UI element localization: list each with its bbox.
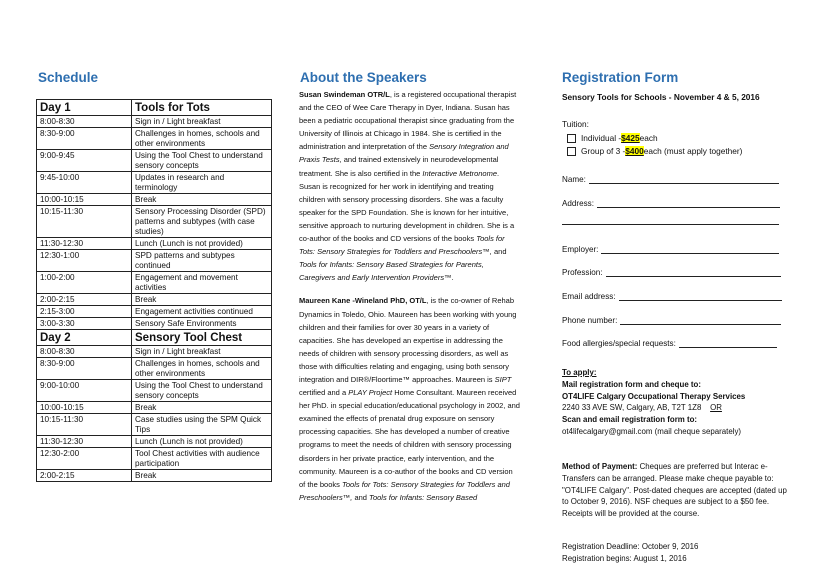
food-field[interactable] — [562, 339, 777, 348]
bio-text: and trained extensively in neurodevelopmental treatment. She is also certified in the — [299, 155, 499, 178]
schedule-row — [37, 206, 272, 238]
schedule-row — [37, 358, 272, 380]
apply-email[interactable]: ot4lifecalgary@gmail.com — [562, 426, 653, 436]
payment-section — [562, 461, 792, 520]
apply-line: Scan and email registration form to: — [562, 415, 698, 425]
schedule-row — [37, 306, 272, 318]
schedule-time: 12:30-2:00 — [37, 448, 132, 470]
schedule-row — [37, 150, 272, 172]
schedule-activity: Sensory Safe Environments — [132, 318, 272, 330]
employer-field[interactable] — [562, 245, 779, 254]
payment-text: Cheques are preferred but Interac e-Transfers can be arranged. Please make cheque payable to: "OT4LIFE Calgary". Post-dated cheques are accepted (dated up to October 9, 2016). NSF cheques are subject to a $50 fee. Receipts will be provided at the course. — [562, 462, 787, 519]
apply-address: 2240 33 AVE SW, Calgary, AB, T2T 1Z8 — [562, 403, 702, 413]
bio-italic: SIPT — [494, 374, 512, 384]
schedule-row — [37, 272, 272, 294]
day-title: Sensory Tool Chest — [132, 330, 272, 346]
apply-line: Mail registration form and cheque to: — [562, 379, 701, 389]
schedule-activity: Sign in / Light breakfast — [132, 116, 272, 128]
speaker-maureen-bio — [299, 294, 521, 504]
schedule-row — [37, 128, 272, 150]
food-line[interactable] — [679, 339, 777, 348]
apply-title: To apply: — [562, 368, 597, 377]
bio-italic: Tools for Infants: Sensory Based — [369, 492, 478, 502]
email-label: Email address: — [562, 292, 616, 301]
email-field[interactable] — [562, 292, 782, 301]
schedule-time: 12:30-1:00 — [37, 250, 132, 272]
registration-deadline: Registration Deadline: October 9, 2016 — [562, 542, 699, 551]
day1-header-row — [37, 100, 272, 116]
schedule-heading: Schedule — [38, 70, 99, 85]
schedule-time: 10:15-11:30 — [37, 414, 132, 436]
schedule-time: 9:00-9:45 — [37, 150, 132, 172]
registration-heading: Registration Form — [562, 70, 679, 85]
bio-italic: Sensory Integration and Praxis Tests, — [299, 142, 509, 165]
schedule-row — [37, 116, 272, 128]
schedule-row — [37, 470, 272, 482]
address-line-2[interactable] — [562, 224, 779, 225]
schedule-time: 9:45-10:00 — [37, 172, 132, 194]
price-group: $400 — [625, 146, 644, 156]
apply-or: OR — [710, 403, 722, 413]
apply-section — [562, 367, 792, 438]
phone-label: Phone number: — [562, 316, 618, 325]
email-line[interactable] — [619, 292, 782, 301]
registration-begins: Registration begins: August 1, 2016 — [562, 553, 687, 563]
bio-italic: PLAY Project — [348, 388, 393, 398]
address-label: Address: — [562, 199, 594, 208]
name-label: Name: — [562, 175, 586, 184]
schedule-activity: Break — [132, 402, 272, 414]
tuition-option-group[interactable] — [567, 146, 742, 156]
registration-subtitle: Sensory Tools for Schools - November 4 & 5, 2016 — [562, 92, 760, 102]
schedule-activity: Case studies using the SPM Quick Tips — [132, 414, 272, 436]
bio-text: and — [491, 247, 507, 257]
bio-text: Home Consultant. Maureen received her PhD. in special education/educational psychology in 2002, and examined the effects of prenatal drug exposure on sensory processing capacities. She has developed a number of creative programs to meet the needs of children with sensory processing disorders in her private practice, early intervention, and the community. Maureen is a co-author of the books and CD version of the books — [299, 388, 520, 489]
schedule-activity: Using the Tool Chest to understand sensory concepts — [132, 380, 272, 402]
deadline-section — [562, 541, 792, 565]
price-individual: $425 — [621, 133, 640, 143]
schedule-row — [37, 380, 272, 402]
schedule-activity: Using the Tool Chest to understand sensory concepts — [132, 150, 272, 172]
schedule-activity: Lunch (Lunch is not provided) — [132, 238, 272, 250]
bio-italic: Tools for Tots: Sensory Strategies for Toddlers and Preschoolers™, — [299, 479, 510, 502]
schedule-activity: Break — [132, 194, 272, 206]
day-title: Tools for Tots — [132, 100, 272, 116]
schedule-row — [37, 250, 272, 272]
schedule-activity: Updates in research and terminology — [132, 172, 272, 194]
schedule-activity: Break — [132, 470, 272, 482]
phone-line[interactable] — [620, 316, 781, 325]
bio-text: , is a registered occupational therapist and the CEO of Wee Care Therapy in Dyer, Indiana. Susan has been a pediatric occupational therapist since graduating from the University of Illinois at Chicago in 1984. She is certified in the administration and interpretation of the — [299, 90, 517, 152]
schedule-row — [37, 318, 272, 330]
apply-line: OT4LIFE Calgary Occupational Therapy Services — [562, 391, 746, 401]
speaker-maureen-name: Maureen Kane -Wineland PhD, OT/L — [299, 296, 427, 306]
food-label: Food allergies/special requests: — [562, 339, 676, 348]
phone-field[interactable] — [562, 316, 781, 325]
apply-email-note: (mail cheque separately) — [652, 426, 742, 436]
schedule-activity: Engagement activities continued — [132, 306, 272, 318]
schedule-row — [37, 238, 272, 250]
schedule-row — [37, 346, 272, 358]
schedule-row — [37, 294, 272, 306]
schedule-time: 10:00-10:15 — [37, 402, 132, 414]
schedule-row — [37, 172, 272, 194]
tuition-option-individual[interactable] — [567, 133, 658, 143]
bio-italic: Tools for Infants: Sensory Based Strategies for Parents, Caregivers and Early Intervention Providers™ — [299, 260, 484, 283]
schedule-activity: Challenges in homes, schools and other environments — [132, 358, 272, 380]
schedule-activity: Challenges in homes, schools and other environments — [132, 128, 272, 150]
profession-line[interactable] — [606, 268, 781, 277]
tuition-label: Tuition: — [562, 119, 589, 129]
schedule-time: 11:30-12:30 — [37, 436, 132, 448]
bio-text: certified and a — [299, 388, 349, 398]
speakers-text — [299, 88, 521, 514]
speakers-heading: About the Speakers — [300, 70, 427, 85]
schedule-activity: Lunch (Lunch is not provided) — [132, 436, 272, 448]
schedule-time: 10:15-11:30 — [37, 206, 132, 238]
day2-header-row — [37, 330, 272, 346]
bio-text: . Susan is recognized for her work in identifying and treating children with sensory processing disorders. She was a faculty speaker for the SPD Foundation. She is known for her intuitive, sensitive approach to nurturing development in children. She is a co-author of the books and CD versions of the books — [299, 168, 515, 244]
day-label: Day 1 — [37, 100, 132, 116]
name-line[interactable] — [589, 175, 779, 184]
schedule-row — [37, 194, 272, 206]
address-field[interactable] — [562, 199, 780, 208]
bio-text: and — [352, 492, 370, 502]
schedule-time: 9:00-10:00 — [37, 380, 132, 402]
checkbox-individual[interactable] — [567, 134, 576, 143]
employer-line[interactable] — [601, 245, 779, 254]
bio-italic: Tools for Tots: Sensory Strategies for Toddlers and Preschoolers™, — [299, 234, 505, 257]
bio-text: , is the co-owner of Rehab Dynamics in Toledo, Ohio. Maureen has been working with young children and their families for over 30 years in a variety of capacities. She has developed an expertise in addressing the needs of children with sensory processing disorders, as well as those with difficulties relating and engaging, using both sensory integration and DIR®/Floortime™ approaches. Maureen is — [299, 296, 517, 384]
schedule-time: 8:00-8:30 — [37, 346, 132, 358]
option-label: each — [639, 133, 658, 143]
option-label: Group of 3 - — [581, 146, 626, 156]
schedule-row — [37, 402, 272, 414]
employer-label: Employer: — [562, 245, 599, 254]
schedule-time: 10:00-10:15 — [37, 194, 132, 206]
option-label: each (must apply together) — [643, 146, 743, 156]
schedule-time: 3:00-3:30 — [37, 318, 132, 330]
schedule-table — [36, 99, 272, 482]
payment-label: Method of Payment: — [562, 462, 638, 471]
address-line[interactable] — [597, 199, 780, 208]
schedule-time: 11:30-12:30 — [37, 238, 132, 250]
option-label: Individual - — [581, 133, 622, 143]
schedule-time: 8:30-9:00 — [37, 128, 132, 150]
schedule-time: 1:00-2:00 — [37, 272, 132, 294]
schedule-activity: Tool Chest activities with audience participation — [132, 448, 272, 470]
schedule-time: 2:15-3:00 — [37, 306, 132, 318]
apply-address-row — [562, 402, 792, 414]
schedule-activity: Sign in / Light breakfast — [132, 346, 272, 358]
schedule-time: 2:00-2:15 — [37, 294, 132, 306]
schedule-activity: Break — [132, 294, 272, 306]
schedule-time: 2:00-2:15 — [37, 470, 132, 482]
checkbox-group[interactable] — [567, 147, 576, 156]
schedule-activity: Engagement and movement activities — [132, 272, 272, 294]
speaker-susan-name: Susan Swindeman OTR/L — [299, 90, 390, 99]
schedule-activity: SPD patterns and subtypes continued — [132, 250, 272, 272]
schedule-row — [37, 414, 272, 436]
schedule-time: 8:30-9:00 — [37, 358, 132, 380]
name-field[interactable] — [562, 175, 779, 184]
schedule-row — [37, 448, 272, 470]
schedule-time: 8:00-8:30 — [37, 116, 132, 128]
profession-label: Profession: — [562, 268, 603, 277]
profession-field[interactable] — [562, 268, 781, 277]
apply-email-row — [562, 426, 792, 438]
speaker-susan-bio — [299, 88, 521, 284]
bio-italic: Interactive Metronome — [422, 168, 498, 178]
bio-text: . — [451, 273, 454, 283]
day-label: Day 2 — [37, 330, 132, 346]
schedule-row — [37, 436, 272, 448]
schedule-activity: Sensory Processing Disorder (SPD) patterns and subtypes (with case studies) — [132, 206, 272, 238]
